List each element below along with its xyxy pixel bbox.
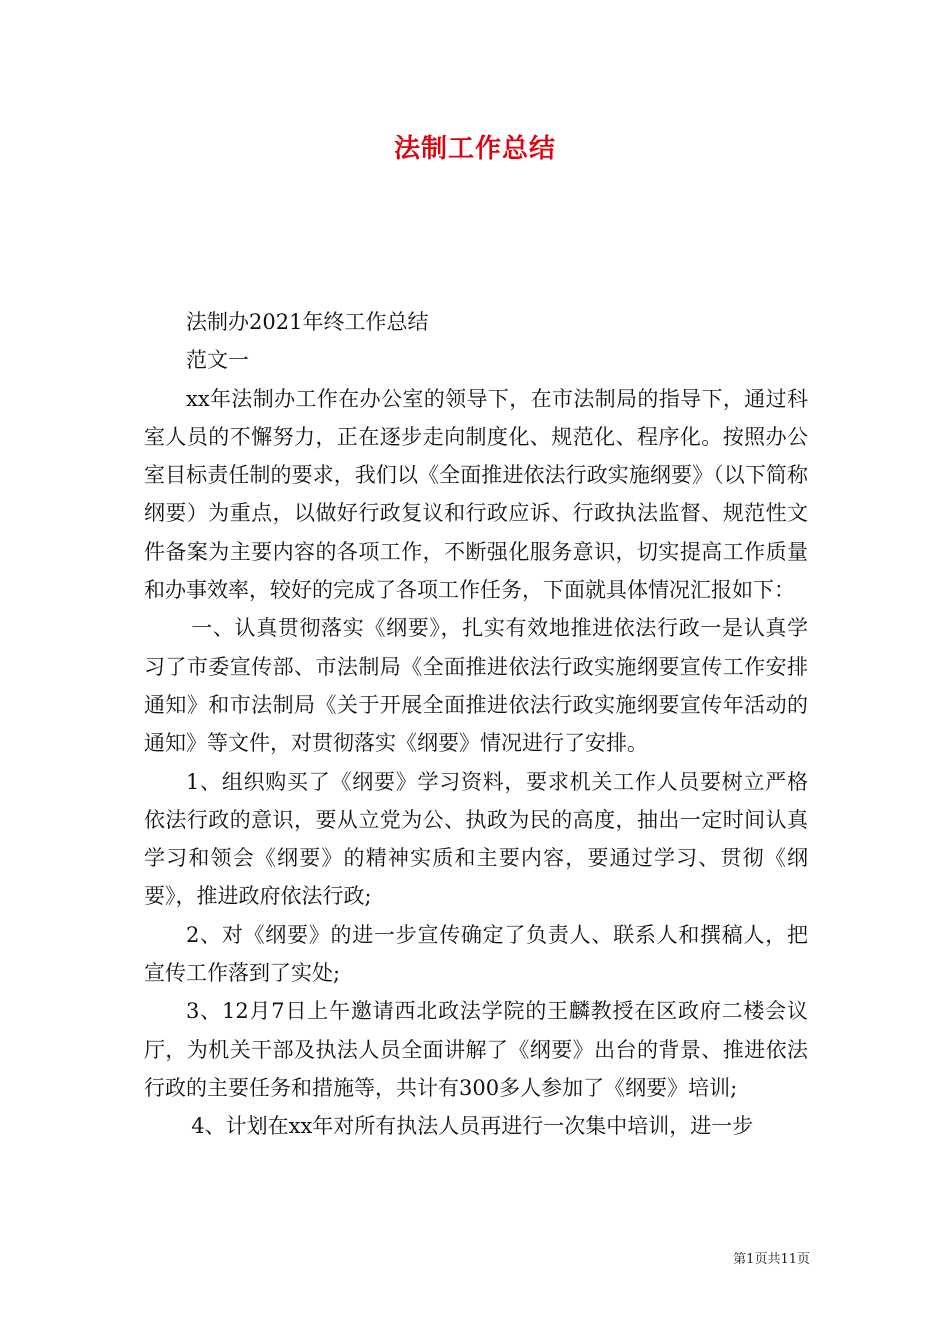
paragraph: 一、认真贯彻落实《纲要》，扎实有效地推进依法行政一是认真学习了市委宣传部、市法制局《全面推进依法行政实施纲要宣传工作安排通知》和市法制局《关于开展全面推进依法行政实施纲要宣传年活动的通知》等文件，对贯彻落实《纲要》情况进行了安排。 [144, 616, 808, 756]
document-subtitle: 法制办2021年终工作总结 [186, 310, 429, 334]
paragraph: xx年法制办工作在办公室的领导下，在市法制局的指导下，通过科室人员的不懈努力，正在逐步走向制度化、规范化、程序化。按照办公室目标责任制的要求，我们以《全面推进依法行政实施纲要》（以下简称纲要）为重点，以做好行政复议和行政应诉、行政执法监督、规范性文件备案为主要内容的各项工作，不断强化服务意识，切实提高工作质量和办事效率，较好的完成了各项工作任务，下面就具体情况汇报如下： [144, 386, 808, 603]
document-title: 法制工作总结 [393, 134, 556, 164]
document-label: 范文一 [186, 348, 249, 373]
document-body [144, 303, 808, 1146]
paragraph: 3、12月7日上午邀请西北政法学院的王麟教授在区政府二楼会议厅，为机关干部及执法人员全面讲解了《纲要》出台的背景、推进依法行政的主要任务和措施等，共计有300多人参加了《纲要》培训; [144, 999, 808, 1100]
paragraph: 4、计划在xx年对所有执法人员再进行一次集中培训，进一步 [191, 1114, 754, 1139]
page-indicator: 第1页共11页 [733, 1252, 810, 1267]
paragraph: 2、对《纲要》的进一步宣传确定了负责人、联系人和撰稿人，把宣传工作落到了实处; [144, 922, 808, 986]
paragraph: 1、组织购买了《纲要》学习资料，要求机关工作人员要树立严格依法行政的意识，要从立党为公、执政为民的高度，抽出一定时间认真学习和领会《纲要》的精神实质和主要内容，要通过学习、贯彻《纲要》，推进政府依法行政; [144, 769, 808, 909]
